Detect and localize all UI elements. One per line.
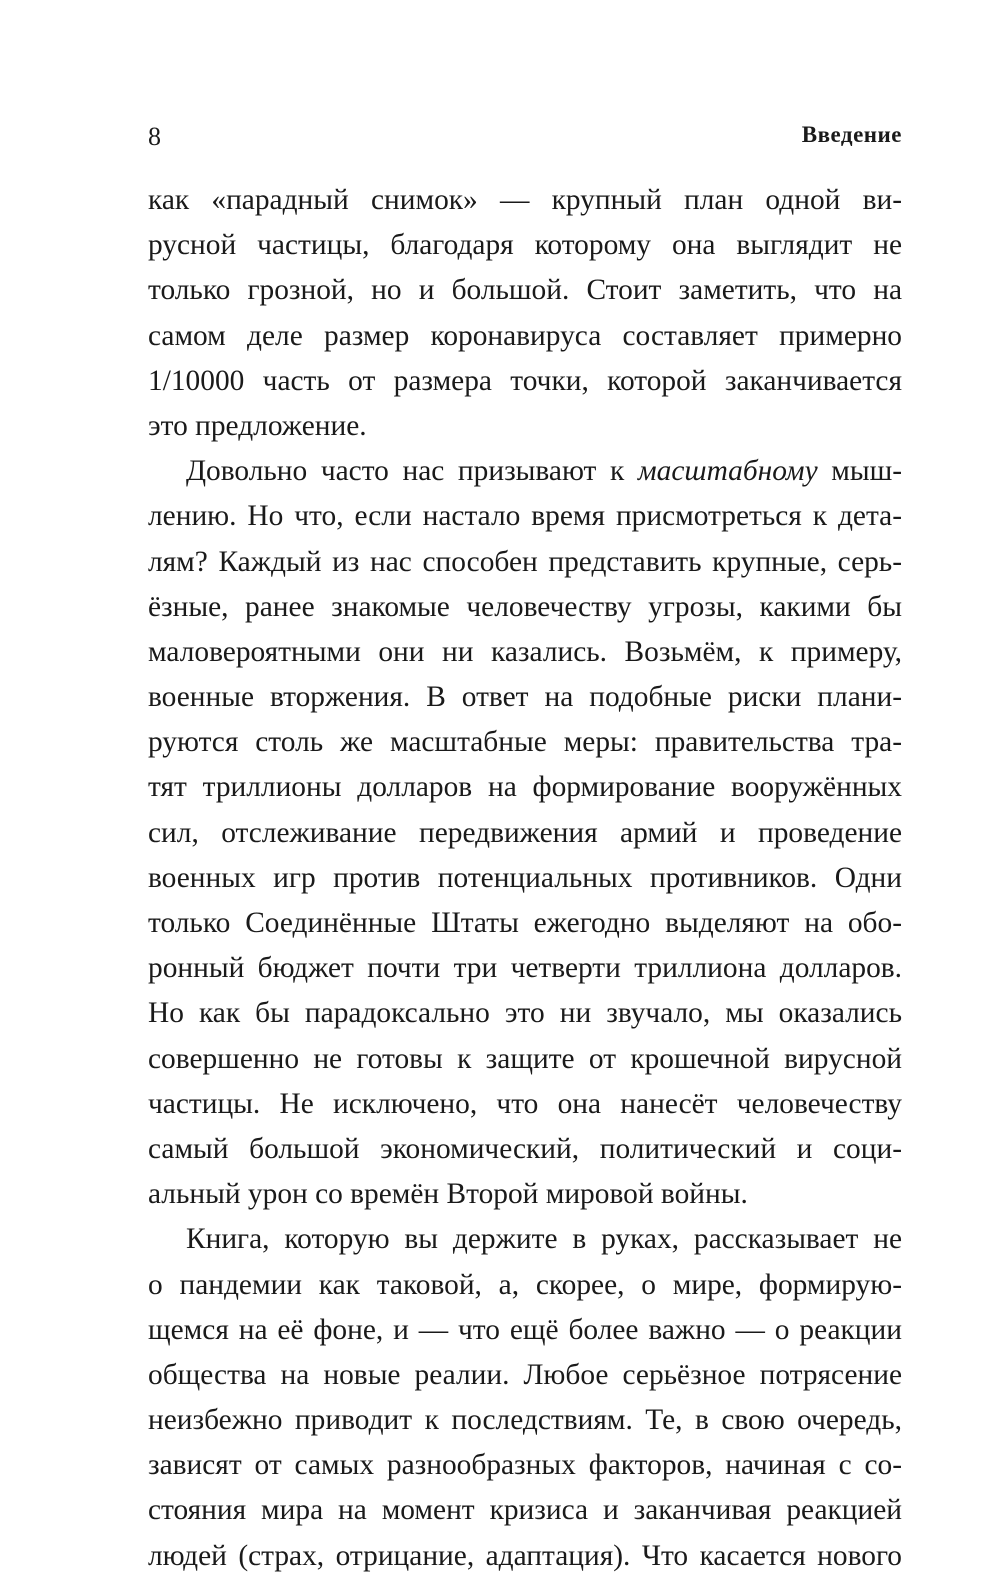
text-line: щемся на её фоне, и — что ещё более важно — о реакции [148, 1313, 902, 1346]
text-line: самый большой экономический, политический и соци- [148, 1132, 902, 1165]
text-line: самом деле размер коронавируса составляет примерно [148, 319, 902, 352]
text-line: тят триллионы долларов на формирование вооружённых [148, 771, 902, 804]
text-run: мыш- [817, 455, 902, 488]
italic-term: масштабному [637, 455, 818, 488]
text-line: 1/10000 часть от размера точки, которой заканчивается [148, 364, 902, 397]
text-line: частицы. Не исключено, что она нанесёт человечеству [148, 1087, 902, 1120]
running-head [148, 122, 902, 162]
page-number: 8 [148, 122, 161, 151]
text-line: только Соединённые Штаты ежегодно выделяют на обо- [148, 907, 902, 939]
chapter-title: Введение [801, 122, 902, 147]
paragraph-start-line: Книга, которую вы держите в руках, рассказывает не [186, 1223, 902, 1256]
text-line: руются столь же масштабные меры: правительства тра- [148, 726, 902, 759]
text-line: общества на новые реалии. Любое серьёзное потрясение [148, 1358, 902, 1391]
text-line: только грозной, но и большой. Стоит заметить, что на [148, 274, 902, 307]
text-line: лению. Но что, если настало время присмотреться к дета- [148, 500, 902, 533]
body-text [148, 178, 902, 1579]
text-line: сил, отслеживание передвижения армий и проведение [148, 816, 902, 849]
text-line: русной частицы, благодаря которому она выглядит не [148, 229, 902, 262]
text-line: о пандемии как таковой, а, скорее, о мире, формирую- [148, 1268, 902, 1301]
text-line: неизбежно приводит к последствиям. Те, в свою очередь, [148, 1404, 902, 1437]
text-line: зависят от самых разнообразных факторов, начиная с со- [148, 1449, 902, 1482]
text-line: военных игр против потенциальных противников. Одни [148, 861, 902, 894]
text-line: это предложение. [148, 409, 367, 442]
text-line: военные вторжения. В ответ на подобные риски плани- [148, 681, 902, 714]
text-line: ронный бюджет почти три четверти триллиона долларов. [148, 952, 902, 985]
text-line: как «парадный снимок» — крупный план одной ви- [148, 184, 902, 216]
text-line: совершенно не готовы к защите от крошечной вирусной [148, 1042, 902, 1075]
text-run: Довольно часто нас призывают к [186, 455, 638, 488]
text-line: маловероятными они ни казались. Возьмём, к примеру, [148, 635, 902, 668]
text-line: альный урон со времён Второй мировой войны. [148, 1178, 748, 1211]
text-line: лям? Каждый из нас способен представить крупные, серь- [148, 545, 902, 578]
text-line: Но как бы парадоксально это ни звучало, мы оказались [148, 997, 902, 1030]
text-line: стояния мира на момент кризиса и заканчивая реакцией [148, 1494, 902, 1527]
text-line: людей (страх, отрицание, адаптация). Что касается нового [148, 1539, 902, 1572]
text-line: ёзные, ранее знакомые человечеству угрозы, какими бы [148, 590, 902, 623]
paragraph-start-line [148, 449, 902, 494]
